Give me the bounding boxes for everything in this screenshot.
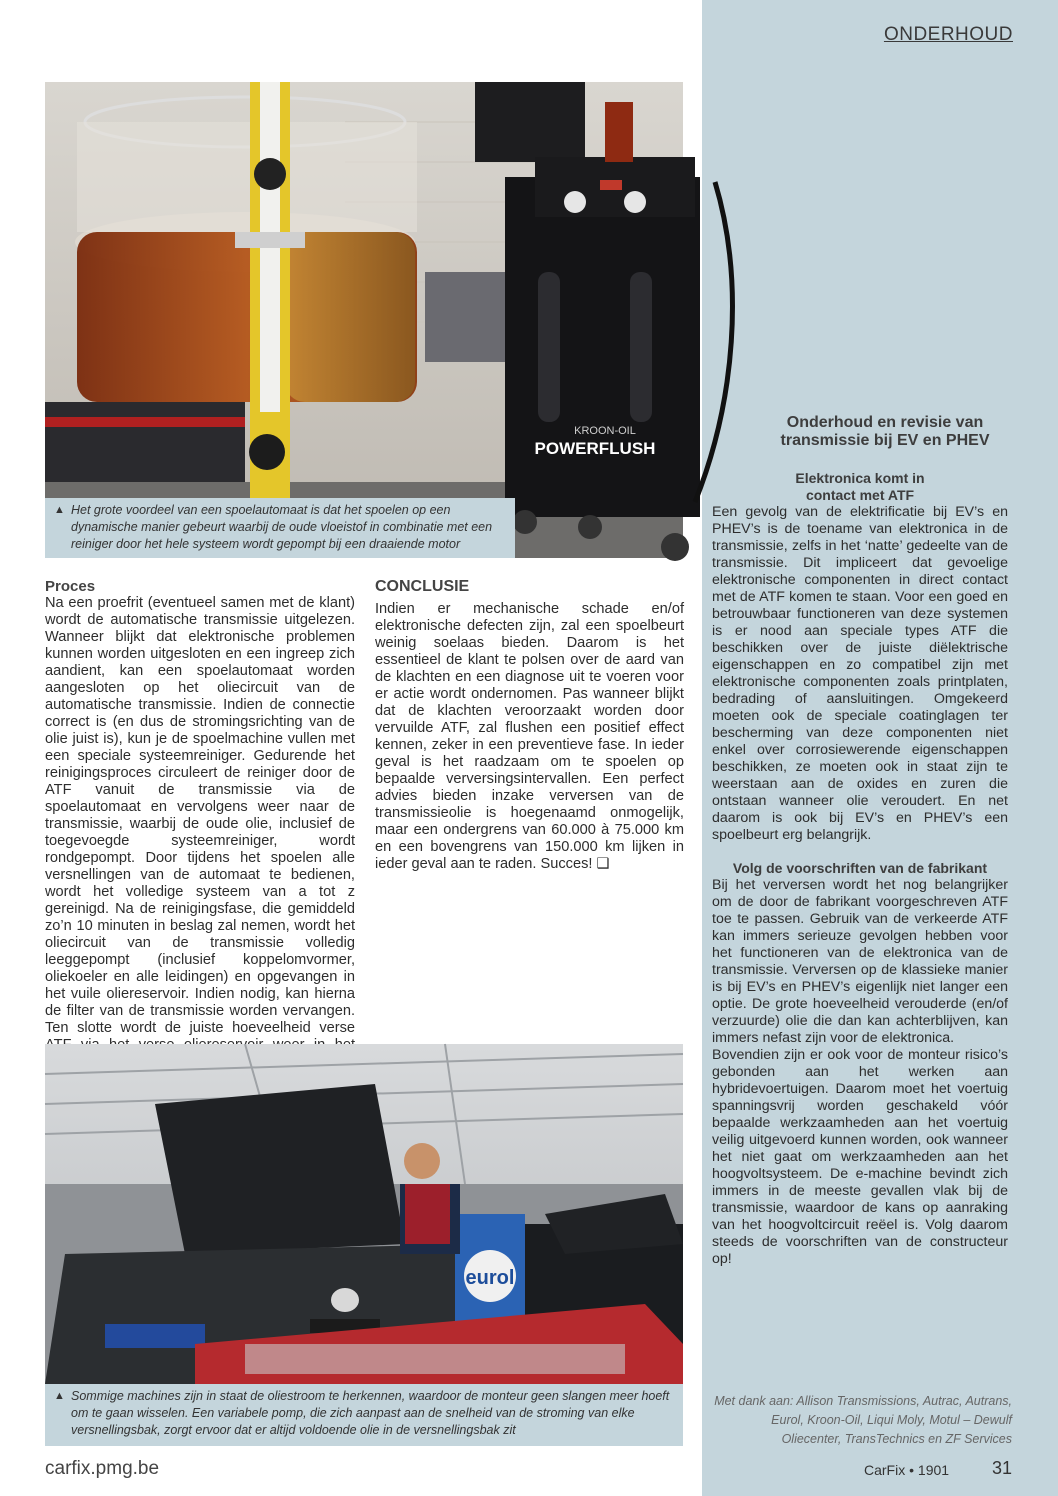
conclusie-heading: CONCLUSIE	[375, 578, 470, 595]
footer-url[interactable]: carfix.pmg.be	[45, 1458, 160, 1479]
sidebar-text-3: Bovendien zijn er ook voor de monteur risico’s gebonden aan het werken aan hybridevoertuigen. Daarom moet het voertuig spanningsvrij worden geschakeld vóór bepaalde werkzaamheden aan het voertuig veilig uitgevoerd kunnen worden, ook wanneer het niet gaat om werkzaamheden aan het hoogvoltsysteem. De e-machine bevindt zich immers in de meeste gevallen vlak bij de transmissie, waardoor de kans op aanraking van het hoogvoltcircuit reëel is. Volg daarom steeds de voorschriften van de constructeur op!	[712, 1047, 1008, 1267]
photo2-caption	[45, 1384, 683, 1446]
proces-heading: Proces	[45, 578, 96, 595]
sidebar-text-1: Een gevolg van de elektrificatie bij EV’s en PHEV’s is de toename van elektronica in de transmissie, zelfs in het ‘natte’ gedeelte van de transmissie. Dit impliceert dat gevoelige elektronische componenten in direct contact met de ATF komen te staan. Voor een goed en betrouwbaar functioneren van deze systemen is er nood aan speciale types ATF die beschikken over de juiste diëlektrische eigenschappen en zo compatibel zijn met elektronische componenten zoals printplaten, bedrading of aansluitingen. Omgekeerd moeten ook de speciale coatinglagen ter bescherming van deze componenten niet enkel over corrosiewerende eigenschappen beschikken, ze moeten ook in staat zijn te weerstaan aan de oxides en zuren die ontstaan wanneer olie veroudert. En net daarom is ook bij EV’s en PHEV’s een spoelbeurt erg belangrijk.	[712, 504, 1008, 843]
brand-eurol: eurol	[465, 1267, 515, 1289]
photo2-caption-text: Sommige machines zijn in staat de oliestroom te herkennen, waardoor de monteur geen slangen meer hoeft om te gaan wisselen. Een variabele pomp, die zich aanpast aan de snelheid van de stroming van elke versnellingsbak, zorgt ervoor dat er altijd voldoende olie in de versnellingsbak zit	[71, 1389, 670, 1437]
photo1-caption	[45, 498, 515, 558]
photo1-caption-text: Het grote voordeel van een spoelautomaat is dat het spoelen op een dynamische manier gebeurt waarbij de oude vloeistof in combinatie met een reiniger door het hele systeem wordt gepompt bij een draaiende motor	[71, 503, 493, 551]
sidebar-title: Onderhoud en revisie van transmissie bij EV en PHEV	[780, 414, 990, 449]
section-tag: ONDERHOUD	[883, 24, 1013, 45]
article-column-left	[45, 578, 355, 1036]
brand-kroon-oil: KROON-OIL	[574, 425, 636, 437]
sidebar-column	[712, 470, 1008, 1268]
footer-magazine: CarFix • 1901	[864, 1462, 950, 1478]
page-number: 31	[992, 1458, 1013, 1478]
triangle-up-icon: ▲	[54, 504, 65, 516]
article-column-middle	[375, 578, 684, 873]
eurol-workshop-photo	[45, 1044, 683, 1384]
sidebar-text-2: Bij het verversen wordt het nog belangrijker om de door de fabrikant voorgeschreven ATF toe te passen. Gebruik van de verkeerde ATF kan immers serieuze gevolgen hebben voor het functioneren van de elektronica van de transmissie. Verversen op de klassieke manier is bij EV’s en PHEV’s eigenlijk niet langer een optie. De grote hoeveelheid verouderde (en/of verzuurde) olie die dan kan achterblijven, kan immers nefast zijn voor de elektronica.	[712, 877, 1008, 1046]
conclusie-text: Indien er mechanische schade en/of elektronische defecten zijn, zal een spoelbeurt weinig soelaas bieden. Daarom is het essentieel de klant te polsen over de aard van de klachten en een diagnose uit te voeren voor er actie wordt ondernomen. Pas wanneer blijkt dat de klachten veroorzaakt worden door vervuilde ATF, zal flushen een positief effect kennen, zeker in een preventieve fase. In ieder geval is het raadzaam om te spoelen op bepaalde verversingsintervallen. Een perfect advies bieden inzake verversen van de transmissieolie is hoegenaamd onmogelijk, maar een ondergrens van 60.000 à 75.000 km en een bovengrens van 150.000 km lijken in ieder geval aan te raden. Succes! ❑	[375, 601, 684, 872]
sidebar-subheading-1: Elektronica komt in contact met ATF	[795, 470, 925, 503]
brand-powerflush: POWERFLUSH	[534, 439, 656, 458]
powerflush-photo	[45, 82, 683, 558]
triangle-up-icon-2: ▲	[54, 1390, 65, 1402]
credits: Met dank aan: Allison Transmissions, Autrac, Autrans, Eurol, Kroon-Oil, Liqui Moly, Motul – Dewulf Oliecenter, TransTechnics en ZF Services	[714, 1394, 1012, 1446]
proces-text: Na een proefrit (eventueel samen met de klant) wordt de automatische transmissie uitgelezen. Wanneer blijkt dat elektronische problemen kunnen worden uitgesloten en een ingreep zich aandient, kan een spoelautomaat worden aangesloten op het oliecircuit van de automatische transmissie. Indien de connectie correct is (en dus de stromingsrichting van de olie juist is), kun je de spoelmachine vullen met een speciale systeemreiniger. Gedurende het reinigingsproces circuleert de reiniger door de ATF vanuit de transmissie via de spoelautomaat en vervolgens weer naar de transmissie, waarbij de oude olie, inclusief de toegevoegde systeemreiniger, wordt rondgepompt. Door tijdens het spoelen alle versnellingen van de automaat te bedienen, wordt het volledige systeem van a tot z gereinigd. Na de reinigingsfase, die gemiddeld zo’n 10 minuten in beslag zal nemen, wordt het oliecircuit van de transmissie volledig leeggepompt (inclusief koppelomvormer, oliekoeler en alle leidingen) en opgevangen in het vuile oliereservoir. Indien nodig, kan hierna de filter van de transmissie worden vervangen. Ten slotte wordt de juiste hoeveelheid verse	[45, 595, 355, 1036]
sidebar-subheading-2: Volg de voorschriften van de fabrikant	[732, 860, 988, 876]
